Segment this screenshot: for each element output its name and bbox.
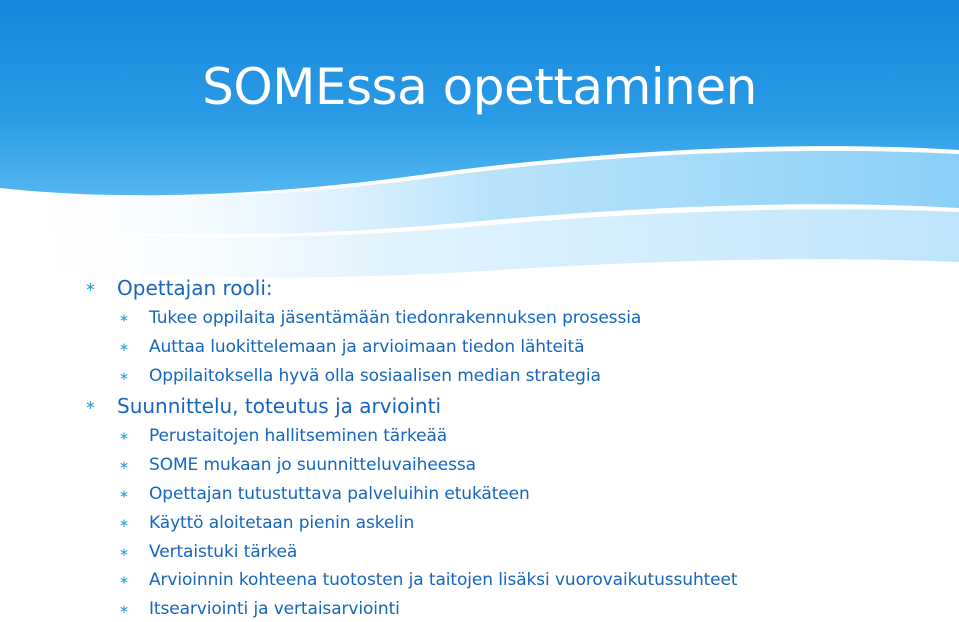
slide-title: SOMEssa opettaminen: [202, 58, 757, 116]
bullet-text: SOME mukaan jo suunnitteluvaiheessa: [149, 455, 476, 476]
bullet-item-level-2: [0, 509, 959, 538]
asterisk-bullet-icon: ∗: [119, 602, 129, 617]
asterisk-bullet-icon: ∗: [119, 429, 129, 444]
header-wave-background: [0, 0, 959, 290]
asterisk-bullet-icon: ∗: [119, 339, 129, 354]
bullet-item-level-2: [0, 422, 959, 451]
bullet-item-level-2: [0, 362, 959, 391]
bullet-text: Käyttö aloitetaan pienin askelin: [149, 512, 415, 533]
bullet-item-level-2: [0, 333, 959, 362]
bullet-item-level-2: [0, 595, 959, 622]
bullet-text: Arvioinnin kohteena tuotosten ja taitojen lisäksi vuorovaikutussuhteet: [149, 570, 738, 591]
bullet-list: [0, 272, 959, 622]
bullet-item-level-2: [0, 566, 959, 595]
asterisk-bullet-icon: ∗: [119, 458, 129, 473]
bullet-item-level-2: [0, 451, 959, 480]
asterisk-bullet-icon: ∗: [119, 573, 129, 588]
bullet-text: Suunnittelu, toteutus ja arviointi: [117, 394, 441, 419]
bullet-text: Tukee oppilaita jäsentämään tiedonrakennuksen prosessia: [149, 308, 642, 328]
bullet-item-level-2: [0, 538, 959, 567]
bullet-text: Oppilaitoksella hyvä olla sosiaalisen median strategia: [149, 365, 601, 386]
bullet-item-level-1: [0, 272, 959, 304]
bullet-text: Itsearviointi ja vertaisarviointi: [149, 599, 400, 620]
bullet-item-level-2: [0, 304, 959, 333]
asterisk-bullet-icon: ∗: [119, 311, 129, 325]
bullet-text: Perustaitojen hallitseminen tärkeää: [149, 426, 448, 447]
asterisk-bullet-icon: ∗: [119, 368, 129, 383]
asterisk-bullet-icon: ∗: [119, 544, 129, 559]
asterisk-bullet-icon: ∗: [85, 398, 96, 414]
bullet-item-level-1: [0, 390, 959, 422]
bullet-text: Opettajan rooli:: [117, 276, 273, 300]
asterisk-bullet-icon: ∗: [85, 280, 96, 295]
bullet-text: Auttaa luokittelemaan ja arvioimaan tiedon lähteitä: [149, 336, 585, 357]
bullet-item-level-2: [0, 480, 959, 509]
asterisk-bullet-icon: ∗: [119, 486, 129, 501]
bullet-text: Opettajan tutustuttava palveluihin etukäteen: [149, 483, 530, 504]
asterisk-bullet-icon: ∗: [119, 515, 129, 530]
bullet-text: Vertaistuki tärkeä: [149, 541, 298, 562]
